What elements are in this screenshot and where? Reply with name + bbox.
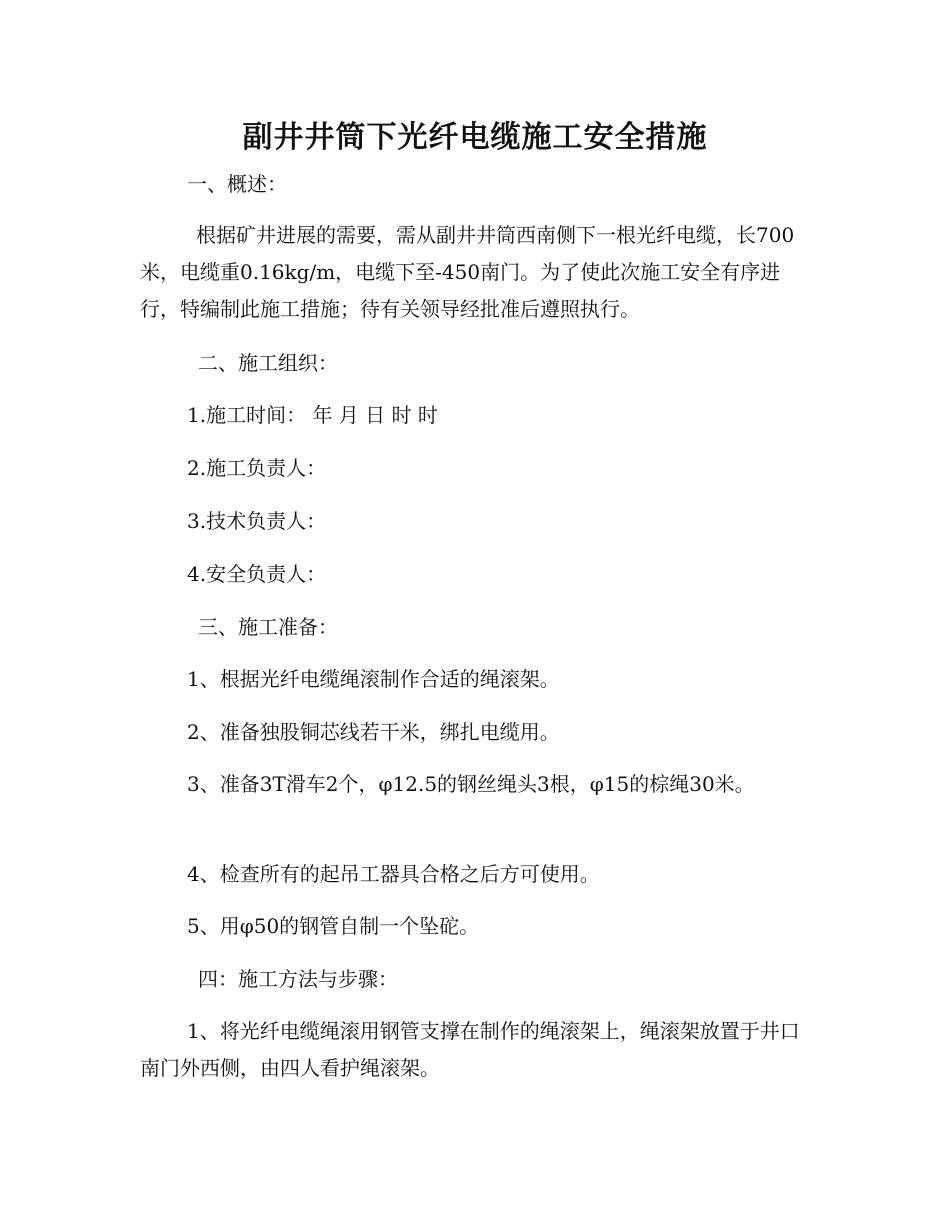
section-1-heading: 一、概述：: [187, 172, 287, 196]
section-3-heading: 三、施工准备：: [198, 615, 338, 639]
section-3-item-1: 1、根据光纤电缆绳滚制作合适的绳滚架。: [187, 667, 560, 691]
section-4-item-1: 1、将光纤电缆绳滚用钢管支撑在制作的绳滚架上，绳滚架放置于井口南门外西侧，由四人看护绳滚架。: [140, 1019, 800, 1080]
section-1-paragraph: 根据矿井进展的需要，需从副井井筒西南侧下一根光纤电缆，长700米，电缆重0.16kg/m，电缆下至-450南门。为了使此次施工安全有序进行，特编制此施工措施；待有关领导经批准后遵照执行。: [140, 223, 795, 321]
section-2-item-2: 2.施工负责人：: [187, 456, 327, 480]
section-2-item-4: 4.安全负责人：: [187, 562, 327, 586]
section-3-item-3: 3、准备3T滑车2个，φ12.5的钢丝绳头3根，φ15的棕绳30米。: [187, 772, 755, 796]
section-2-item-1: 1.施工时间： 年 月 日 时 时: [187, 403, 438, 427]
section-2-heading: 二、施工组织：: [198, 351, 338, 375]
section-3-item-2: 2、准备独股铜芯线若干米，绑扎电缆用。: [187, 720, 560, 744]
section-3-item-4: 4、检查所有的起吊工器具合格之后方可使用。: [187, 862, 600, 886]
section-2-item-3: 3.技术负责人：: [187, 509, 327, 533]
section-4-heading: 四：施工方法与步骤：: [198, 967, 398, 991]
document-title: 副井井筒下光纤电缆施工安全措施: [242, 120, 708, 155]
section-3-item-5: 5、用φ50的钢管自制一个坠砣。: [187, 914, 480, 938]
